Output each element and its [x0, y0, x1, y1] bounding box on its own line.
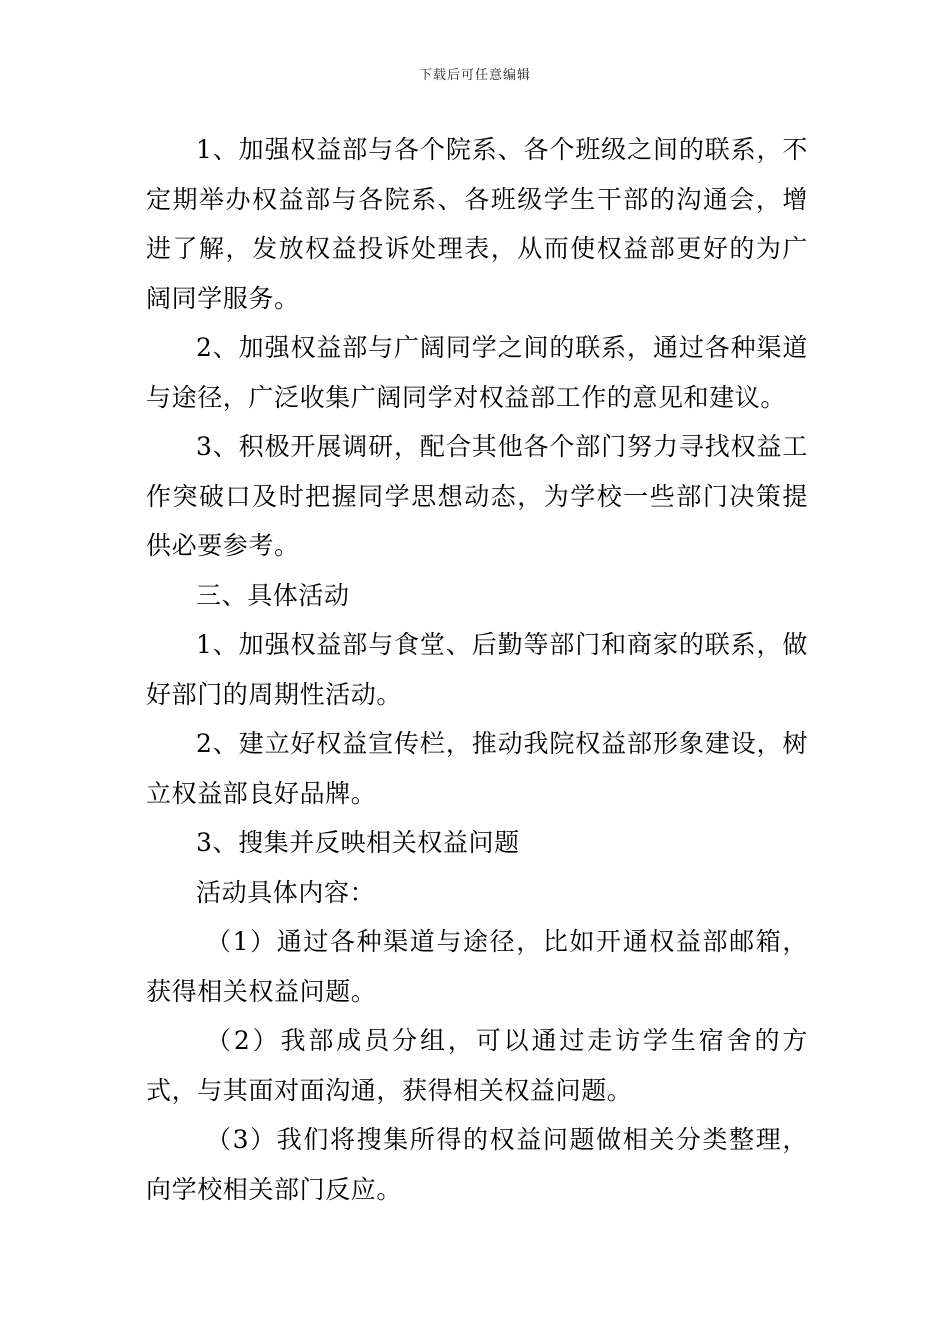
paragraph-9: （1）通过各种渠道与途径，比如开通权益部邮箱，获得相关权益问题。 [146, 927, 808, 1006]
paragraph-3: 3、积极开展调研，配合其他各个部门努力寻找权益工作突破口及时把握同学思想动态，为学校一些部门决策提供必要参考。 [146, 432, 808, 560]
paragraph-1: 1、加强权益部与各个院系、各个班级之间的联系，不定期举办权益部与各院系、各班级学生干部的沟通会，增进了解，发放权益投诉处理表，从而使权益部更好的为广阔同学服务。 [146, 135, 808, 313]
paragraph-10: （2）我部成员分组，可以通过走访学生宿舍的方式，与其面对面沟通，获得相关权益问题。 [146, 1026, 808, 1105]
paragraph-2: 2、加强权益部与广阔同学之间的联系，通过各种渠道与途径，广泛收集广阔同学对权益部工作的意见和建议。 [146, 333, 808, 412]
paragraph-6: 2、建立好权益宣传栏，推动我院权益部形象建设，树立权益部良好品牌。 [146, 729, 808, 808]
page-header-note: 下载后可任意编辑 [418, 68, 531, 83]
document-body [146, 125, 808, 1214]
paragraph-11: （3）我们将搜集所得的权益问题做相关分类整理，向学校相关部门反应。 [146, 1125, 808, 1204]
paragraph-5: 1、加强权益部与食堂、后勤等部门和商家的联系，做好部门的周期性活动。 [146, 630, 808, 709]
paragraph-8: 活动具体内容： [196, 877, 376, 907]
section-heading: 三、具体活动 [196, 580, 350, 610]
paragraph-7: 3、搜集并反映相关权益问题 [196, 828, 520, 857]
